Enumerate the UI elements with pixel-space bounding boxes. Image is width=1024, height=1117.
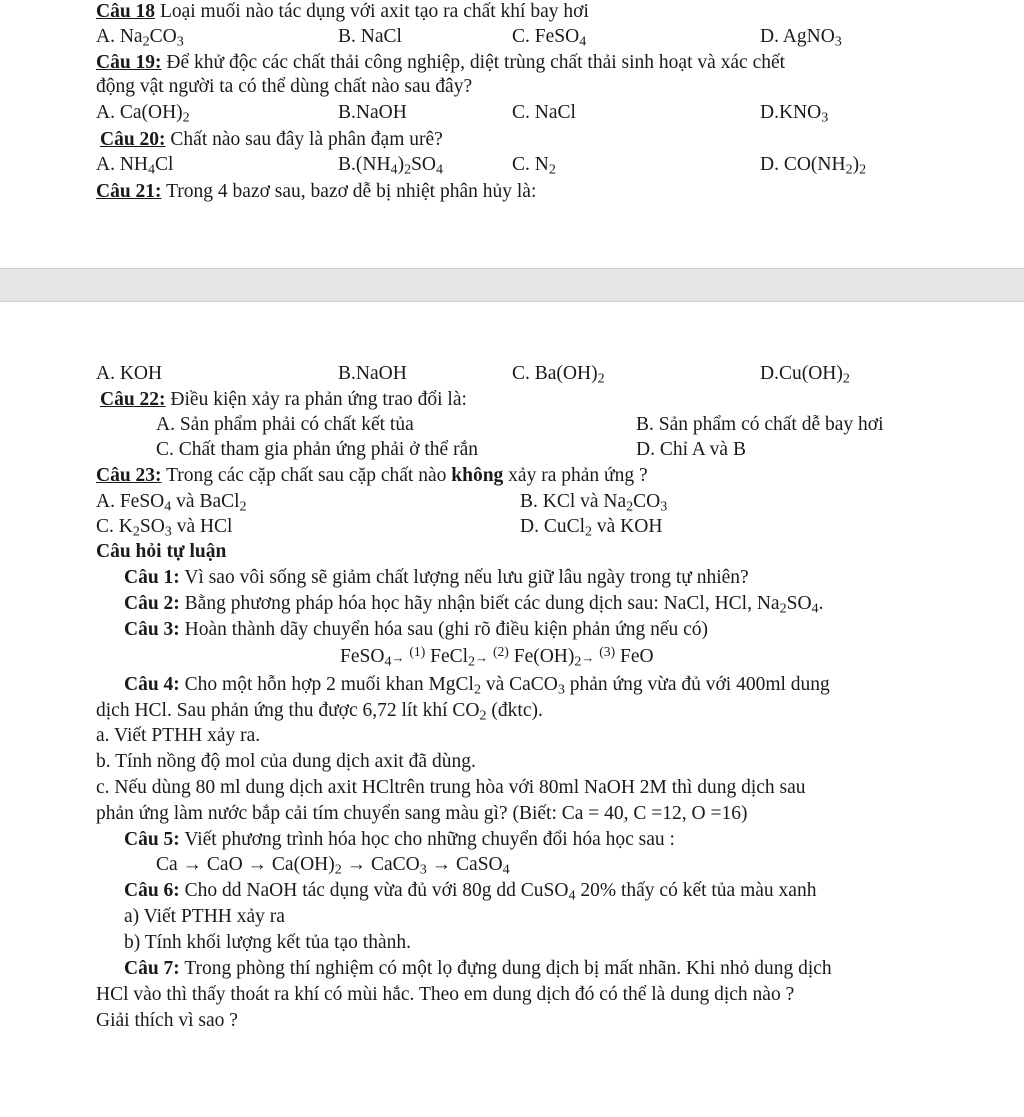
q22-option-b: B. Sản phẩm có chất dễ bay hơi (636, 414, 884, 435)
essay-q4: Câu 4: Cho một hỗn hợp 2 muối khan MgCl$_2$ và CaCO$_3$ phản ứng vừa đủ với 400ml dung (124, 674, 830, 698)
q21-option-a: A. KOH (96, 363, 163, 384)
essay-q7: Câu 7: Trong phòng thí nghiệm có một lọ đựng dung dịch bị mất nhãn. Khi nhỏ dung dịch (124, 958, 832, 979)
q21-option-c: C. $Ba(OH)_2$ (512, 363, 605, 387)
q22-option-c: C. Chất tham gia phản ứng phải ở thể rắn (156, 439, 478, 460)
page-separator (0, 268, 1024, 302)
q21-number: Câu 21: (96, 181, 162, 202)
q20-option-b: $B.(NH_4)_2SO_4$ (338, 154, 444, 178)
q23-option-d: D. CuCl$_2$ và KOH (520, 516, 663, 540)
q20-option-d: D. $CO(NH_2)_2$ (760, 154, 867, 178)
q18-text: Loại muối nào tác dụng với axit tạo ra chất khí bay hơi (159, 1, 589, 22)
q23-option-a: A. FeSO$_4$ và BaCl$_2$ (96, 491, 247, 515)
q22-option-d: D. Chỉ A và B (636, 439, 746, 460)
q18-number: Câu 18 (96, 1, 156, 22)
essay-q2: Câu 2: Bằng phương pháp hóa học hãy nhận biết các dung dịch sau: NaCl, HCl, $Na_2SO_4$. (124, 593, 824, 617)
essay-q4-c-line2: phản ứng làm nước bắp cải tím chuyển sang màu gì? (Biết: Ca = 40, C =12, O =16) (96, 803, 748, 824)
essay-q4-c-line1: c. Nếu dùng 80 ml dung dịch axit HCltrên trung hòa với 80ml NaOH 2M thì dung dịch sau (96, 777, 806, 798)
page-bottom-section (0, 302, 1024, 1117)
q21-stem (96, 180, 536, 204)
essay-q4-line2: dịch HCl. Sau phản ứng thu được 6,72 lít khí $CO_2$ (đktc). (96, 700, 543, 724)
q20-stem (100, 128, 443, 152)
essay-q7-line3: Giải thích vì sao ? (96, 1010, 238, 1031)
q20-number: Câu 20: (100, 129, 166, 150)
q19-text-line2: động vật người ta có thể dùng chất nào sau đây? (96, 76, 473, 97)
q19-text-line1: Để khử độc các chất thải công nghiệp, diệt trùng chất thải sinh hoạt và xác chết (166, 52, 786, 73)
q19-option-d: $D.KNO_3$ (760, 102, 829, 126)
q18-option-c: C. FeSO$_4$ (512, 26, 587, 50)
q18-option-d: D. AgNO$_3$ (760, 26, 842, 50)
q21-option-d: $D.Cu(OH)_2$ (760, 363, 850, 387)
q21-text: Trong 4 bazơ sau, bazơ dễ bị nhiệt phân hủy là: (166, 181, 537, 202)
q19-stem (96, 51, 785, 75)
essay-q7-line2: HCl vào thì thấy thoát ra khí có mùi hắc. Theo em dung dịch đó có thể là dung dịch nào ? (96, 984, 795, 1005)
essay-q3: Câu 3: Hoàn thành dãy chuyển hóa sau (ghi rõ điều kiện phản ứng nếu có) (124, 619, 709, 640)
q23-keyword: không (451, 465, 504, 486)
q23-stem: Câu 23: Trong các cặp chất sau cặp chất nào không xảy ra phản ứng ? (96, 465, 648, 486)
q20-option-c: C. $N_2$ (512, 154, 556, 178)
q19-option-b: B.NaOH (338, 102, 407, 123)
q19-number: Câu 19: (96, 52, 162, 73)
q20-option-a: A. $NH_4Cl$ (96, 154, 174, 178)
q23-number: Câu 23: (96, 465, 162, 486)
essay-heading: Câu hỏi tự luận (96, 541, 227, 562)
essay-q6-a: a) Viết PTHH xảy ra (124, 906, 285, 927)
q22-number: Câu 22: (100, 389, 166, 410)
essay-q5-chain: Ca → CaO → $Ca(OH)_2$ → CaCO$_3$ → CaSO$_4$ (156, 854, 510, 878)
q22-text: Điều kiện xảy ra phản ứng trao đổi là: (170, 389, 467, 410)
essay-q6: Câu 6: Cho dd NaOH tác dụng vừa đủ với 80g dd CuSO$_4$ 20% thấy có kết tủa màu xanh (124, 880, 817, 904)
essay-q6-b: b) Tính khối lượng kết tủa tạo thành. (124, 932, 411, 953)
q18-option-b: B. NaCl (338, 26, 402, 47)
q23-option-b: B. KCl và $Na_2CO_3$ (520, 491, 668, 515)
q22-option-a: A. Sản phẩm phải có chất kết tủa (156, 414, 414, 435)
q21-option-b: B.NaOH (338, 363, 407, 384)
essay-q1: Câu 1: Vì sao vôi sống sẽ giảm chất lượng nếu lưu giữ lâu ngày trong tự nhiên? (124, 567, 749, 588)
q19-option-a: A. $Ca(OH)_2$ (96, 102, 190, 126)
essay-q4-b: b. Tính nồng độ mol của dung dịch axit đã dùng. (96, 751, 476, 772)
q23-option-c: C. $K_2SO_3$ và HCl (96, 516, 233, 540)
q20-text: Chất nào sau đây là phân đạm urê? (170, 129, 443, 150)
essay-q4-a: a. Viết PTHH xảy ra. (96, 725, 261, 746)
essay-q3-chain: FeSO$_4$→ $^{(1)}$ FeCl$_2$→ $^{(2)}$ $Fe(OH)_2\to ^{(3)}$ FeO (340, 643, 654, 670)
q18-stem (96, 0, 589, 24)
q19-option-c: C. NaCl (512, 102, 576, 123)
q22-stem (100, 388, 467, 412)
q18-option-a: A. $Na_2CO_3$ (96, 26, 184, 50)
page-top-section (0, 0, 1024, 268)
essay-q5: Câu 5: Viết phương trình hóa học cho những chuyển đổi hóa học sau : (124, 829, 675, 850)
